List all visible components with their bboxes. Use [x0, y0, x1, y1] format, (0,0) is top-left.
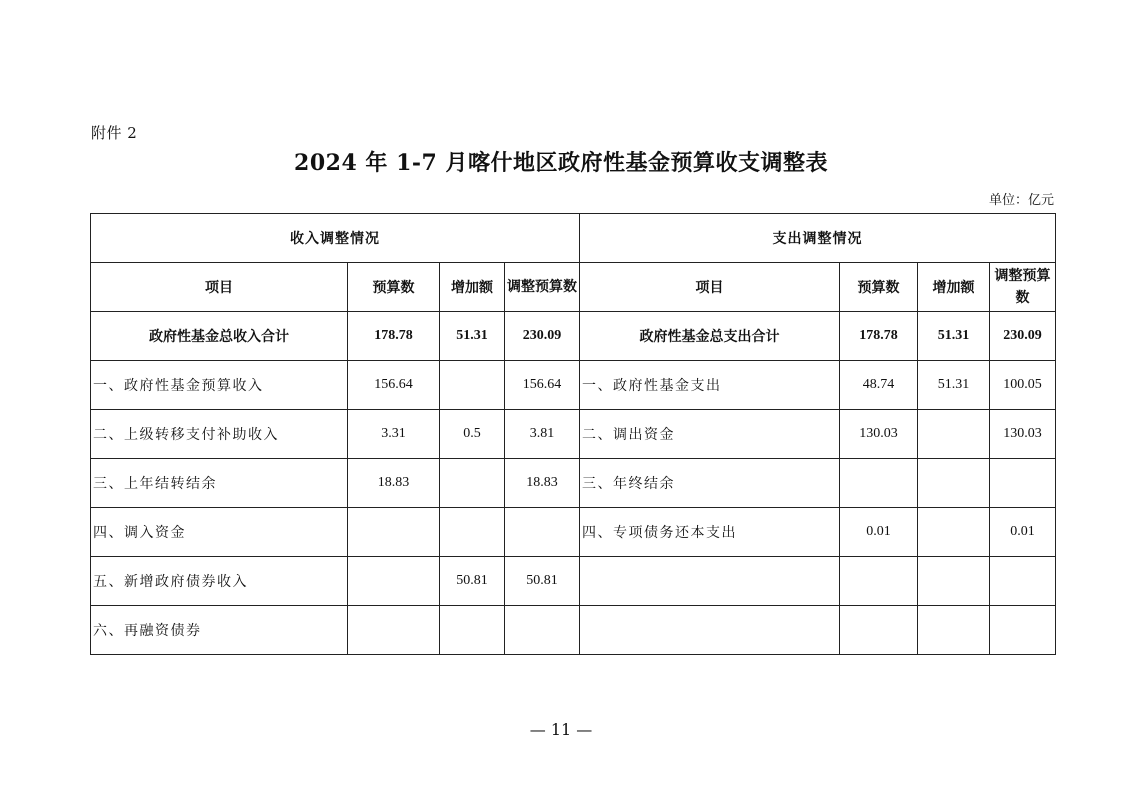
expense-adjusted-header: 调整预算数	[990, 263, 1056, 312]
expense-item-cell: 三、年终结余	[580, 459, 840, 508]
expense-increase-cell	[918, 508, 990, 557]
unit-label: 单位：亿元	[988, 193, 1054, 208]
income-item-cell: 四、调入资金	[91, 508, 348, 557]
expense-increase-cell: 51.31	[918, 312, 990, 361]
income-adjusted-header: 调整预算数	[505, 263, 580, 312]
expense-budget-cell: 178.78	[840, 312, 918, 361]
income-item-cell: 一、政府性基金预算收入	[91, 361, 348, 410]
page-title: 2024 年 1-7 月喀什地区政府性基金预算收支调整表	[294, 150, 828, 176]
income-item-cell: 三、上年结转结余	[91, 459, 348, 508]
column-header-row	[91, 263, 1056, 312]
expense-adjusted-cell	[990, 557, 1056, 606]
expense-budget-cell	[840, 606, 918, 655]
expense-item-cell	[580, 557, 840, 606]
income-increase-cell	[440, 459, 505, 508]
income-adjusted-cell: 3.81	[505, 410, 580, 459]
income-item-cell: 五、新增政府债券收入	[91, 557, 348, 606]
expense-budget-header: 预算数	[840, 263, 918, 312]
expense-adjusted-cell: 230.09	[990, 312, 1056, 361]
table-row	[91, 361, 1056, 410]
expense-increase-cell: 51.31	[918, 361, 990, 410]
page-number: — 11 —	[529, 720, 593, 739]
income-adjusted-cell: 156.64	[505, 361, 580, 410]
expense-adjusted-cell	[990, 459, 1056, 508]
budget-adjustment-table	[90, 213, 1056, 655]
income-adjusted-cell: 50.81	[505, 557, 580, 606]
table-row	[91, 557, 1056, 606]
expense-increase-cell	[918, 410, 990, 459]
expense-adjusted-cell: 130.03	[990, 410, 1056, 459]
income-budget-cell	[348, 557, 440, 606]
income-increase-cell: 0.5	[440, 410, 505, 459]
income-adjusted-cell	[505, 508, 580, 557]
expense-budget-cell	[840, 459, 918, 508]
income-budget-cell	[348, 508, 440, 557]
income-budget-cell	[348, 606, 440, 655]
expense-increase-cell	[918, 557, 990, 606]
income-increase-cell: 50.81	[440, 557, 505, 606]
expense-section-header: 支出调整情况	[580, 214, 1056, 263]
expense-adjusted-cell: 100.05	[990, 361, 1056, 410]
expense-budget-cell: 130.03	[840, 410, 918, 459]
income-budget-cell: 18.83	[348, 459, 440, 508]
expense-increase-cell	[918, 606, 990, 655]
income-adjusted-cell: 18.83	[505, 459, 580, 508]
expense-item-cell: 四、专项债务还本支出	[580, 508, 840, 557]
expense-item-cell: 一、政府性基金支出	[580, 361, 840, 410]
income-item-cell: 二、上级转移支付补助收入	[91, 410, 348, 459]
table-row	[91, 410, 1056, 459]
expense-item-cell: 二、调出资金	[580, 410, 840, 459]
expense-adjusted-cell: 0.01	[990, 508, 1056, 557]
income-increase-cell	[440, 361, 505, 410]
income-increase-cell: 51.31	[440, 312, 505, 361]
income-item-cell: 六、再融资债券	[91, 606, 348, 655]
table-row-total	[91, 312, 1056, 361]
table-row	[91, 508, 1056, 557]
expense-item-cell: 政府性基金总支出合计	[580, 312, 840, 361]
table-row	[91, 606, 1056, 655]
income-adjusted-cell: 230.09	[505, 312, 580, 361]
expense-adjusted-cell	[990, 606, 1056, 655]
expense-increase-header: 增加额	[918, 263, 990, 312]
table-row	[91, 459, 1056, 508]
income-increase-header: 增加额	[440, 263, 505, 312]
expense-budget-cell	[840, 557, 918, 606]
income-adjusted-cell	[505, 606, 580, 655]
income-budget-cell: 178.78	[348, 312, 440, 361]
expense-budget-cell: 0.01	[840, 508, 918, 557]
income-increase-cell	[440, 508, 505, 557]
income-budget-header: 预算数	[348, 263, 440, 312]
expense-budget-cell: 48.74	[840, 361, 918, 410]
section-header-row	[91, 214, 1056, 263]
income-increase-cell	[440, 606, 505, 655]
attachment-label: 附件 2	[91, 124, 138, 142]
expense-increase-cell	[918, 459, 990, 508]
income-budget-cell: 156.64	[348, 361, 440, 410]
income-item-header: 项目	[91, 263, 348, 312]
income-budget-cell: 3.31	[348, 410, 440, 459]
income-item-cell: 政府性基金总收入合计	[91, 312, 348, 361]
income-section-header: 收入调整情况	[91, 214, 580, 263]
expense-item-header: 项目	[580, 263, 840, 312]
expense-item-cell	[580, 606, 840, 655]
